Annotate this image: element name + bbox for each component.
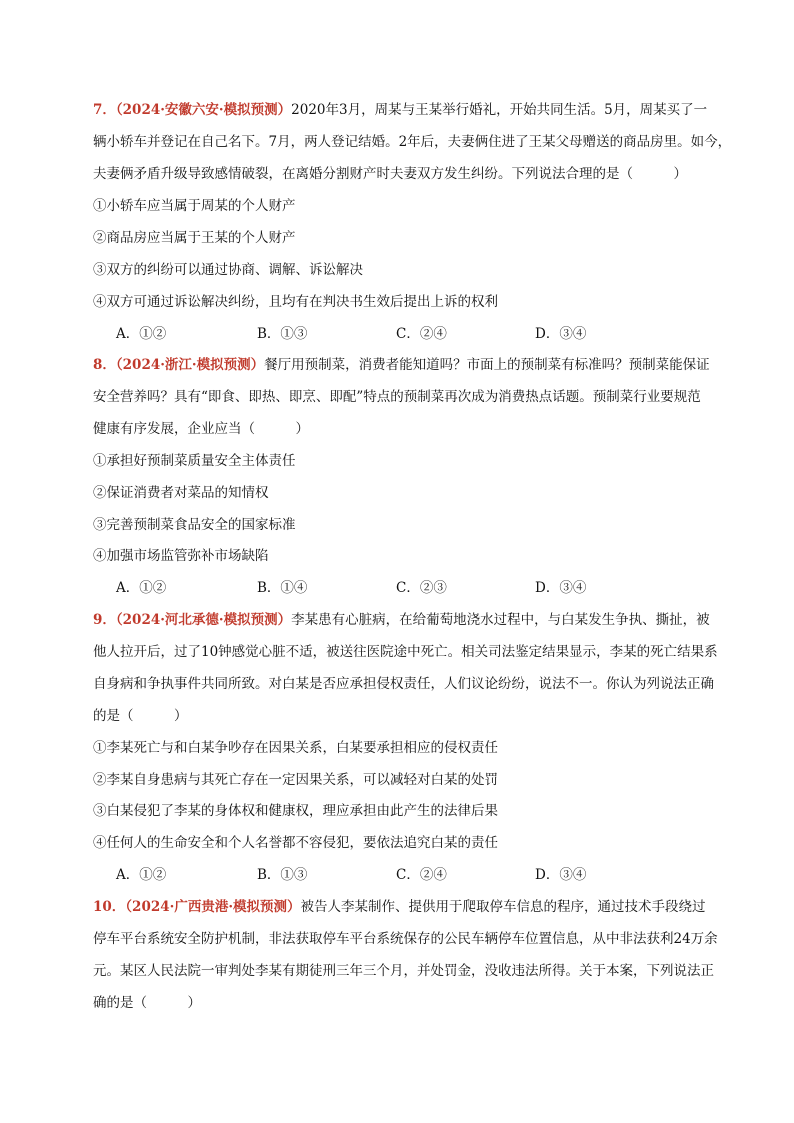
question-8-line-1 (93, 355, 710, 375)
question-8-statement-2: ②保证消费者对菜品的知情权 (93, 485, 269, 501)
question-9-line-4: 的是（ ） (93, 708, 188, 724)
question-7-line-2: 辆小轿车并登记在自己名下。7月，两人登记结婚。2年后，夫妻俩住进了王某父母赠送的商品房里。如今， (93, 134, 732, 150)
question-9-line-1 (93, 610, 710, 630)
question-7-line-1 (93, 100, 707, 120)
question-9-option-c[interactable]: C．②④ (396, 867, 447, 883)
question-7-option-c[interactable]: C．②④ (396, 326, 447, 342)
question-9-statement-4: ④任何人的生命安全和个人名誉都不容侵犯，要依法追究白某的责任 (93, 835, 498, 851)
question-10-line-4: 确的是（ ） (93, 995, 201, 1011)
question-10-line-2: 停车平台系统安全防护机制，非法获取停车平台系统保存的公民车辆停车位置信息，从中非法获利24万余 (93, 931, 718, 947)
question-9-line-2: 他人拉开后，过了10钟感觉心脏不适，被送往医院途中死亡。相关司法鉴定结果显示，李某的死亡结果系 (93, 644, 718, 660)
question-8-statement-4: ④加强市场监管弥补市场缺陷 (93, 548, 269, 564)
question-9-statement-2: ②李某自身患病与其死亡存在一定因果关系，可以减轻对白某的处罚 (93, 772, 498, 788)
question-text: 2020年3月，周某与王某举行婚礼，开始共同生活。5月，周某买了一 (291, 102, 708, 118)
question-9-option-b[interactable]: B．①③ (257, 867, 308, 883)
question-8-option-d[interactable]: D．③④ (535, 580, 587, 596)
question-7-line-3: 夫妻俩矛盾升级导致感情破裂，在离婚分割财产时夫妻双方发生纠纷。下列说法合理的是（ ） (93, 166, 687, 182)
question-7-statement-3: ③双方的纠纷可以通过协商、调解、诉讼解决 (93, 262, 363, 278)
question-7-option-a[interactable]: A．①② (116, 326, 167, 342)
question-9-line-3: 自身病和争执事件共同所致。对白某是否应承担侵权责任，人们议论纷纷，说法不一。你认为列说法正确 (93, 676, 714, 692)
question-source: （2024·河北承德·模拟预测） (115, 612, 292, 628)
question-8-statement-1: ①承担好预制菜质量安全主体责任 (93, 453, 296, 469)
question-7-statement-2: ②商品房应当属于王某的个人财产 (93, 230, 296, 246)
question-number: 8． (93, 357, 116, 373)
question-9-statement-3: ③白某侵犯了李某的身体权和健康权，理应承担由此产生的法律后果 (93, 803, 498, 819)
question-9-statement-1: ①李某死亡与和白某争吵存在因果关系，白某要承担相应的侵权责任 (93, 740, 498, 756)
question-text: 李某患有心脏病，在给葡萄地浇水过程中，与白某发生争执、撕扯，被 (291, 612, 710, 628)
question-9-option-a[interactable]: A．①② (116, 867, 167, 883)
question-source: （2024·安徽六安·模拟预测） (115, 102, 292, 118)
question-8-line-2: 安全营养吗？具有“即食、即热、即烹、即配”特点的预制菜再次成为消费热点话题。预制菜行业要规范 (93, 389, 701, 405)
question-number: 7． (93, 102, 116, 118)
question-source: （2024·广西贵港·模拟预测） (125, 899, 301, 915)
question-8-option-a[interactable]: A．①② (116, 580, 167, 596)
question-9-option-d[interactable]: D．③④ (535, 867, 587, 883)
question-7-option-b[interactable]: B．①③ (257, 326, 308, 342)
question-7-statement-1: ①小轿车应当属于周某的个人财产 (93, 198, 296, 214)
question-8-option-c[interactable]: C．②③ (396, 580, 447, 596)
question-7-statement-4: ④双方可通过诉讼解决纠纷，且均有在判决书生效后提出上诉的权利 (93, 294, 498, 310)
question-7-option-d[interactable]: D．③④ (535, 326, 587, 342)
question-10-line-1 (93, 897, 706, 917)
question-source: （2024·浙江·模拟预测） (115, 357, 265, 373)
question-text: 餐厅用预制菜，消费者能知道吗？市面上的预制菜有标准吗？预制菜能保证 (264, 357, 710, 373)
question-number: 10． (93, 899, 126, 915)
question-8-line-3: 健康有序发展，企业应当（ ） (93, 421, 309, 437)
question-10-line-3: 元。某区人民法院一审判处李某有期徒刑三年三个月，并处罚金，没收违法所得。关于本案，下列说法正 (93, 963, 714, 979)
question-8-option-b[interactable]: B．①④ (257, 580, 308, 596)
question-8-statement-3: ③完善预制菜食品安全的国家标准 (93, 517, 296, 533)
question-text: 被告人李某制作、提供用于爬取停车信息的程序，通过技术手段绕过 (300, 899, 706, 915)
question-number: 9． (93, 612, 116, 628)
